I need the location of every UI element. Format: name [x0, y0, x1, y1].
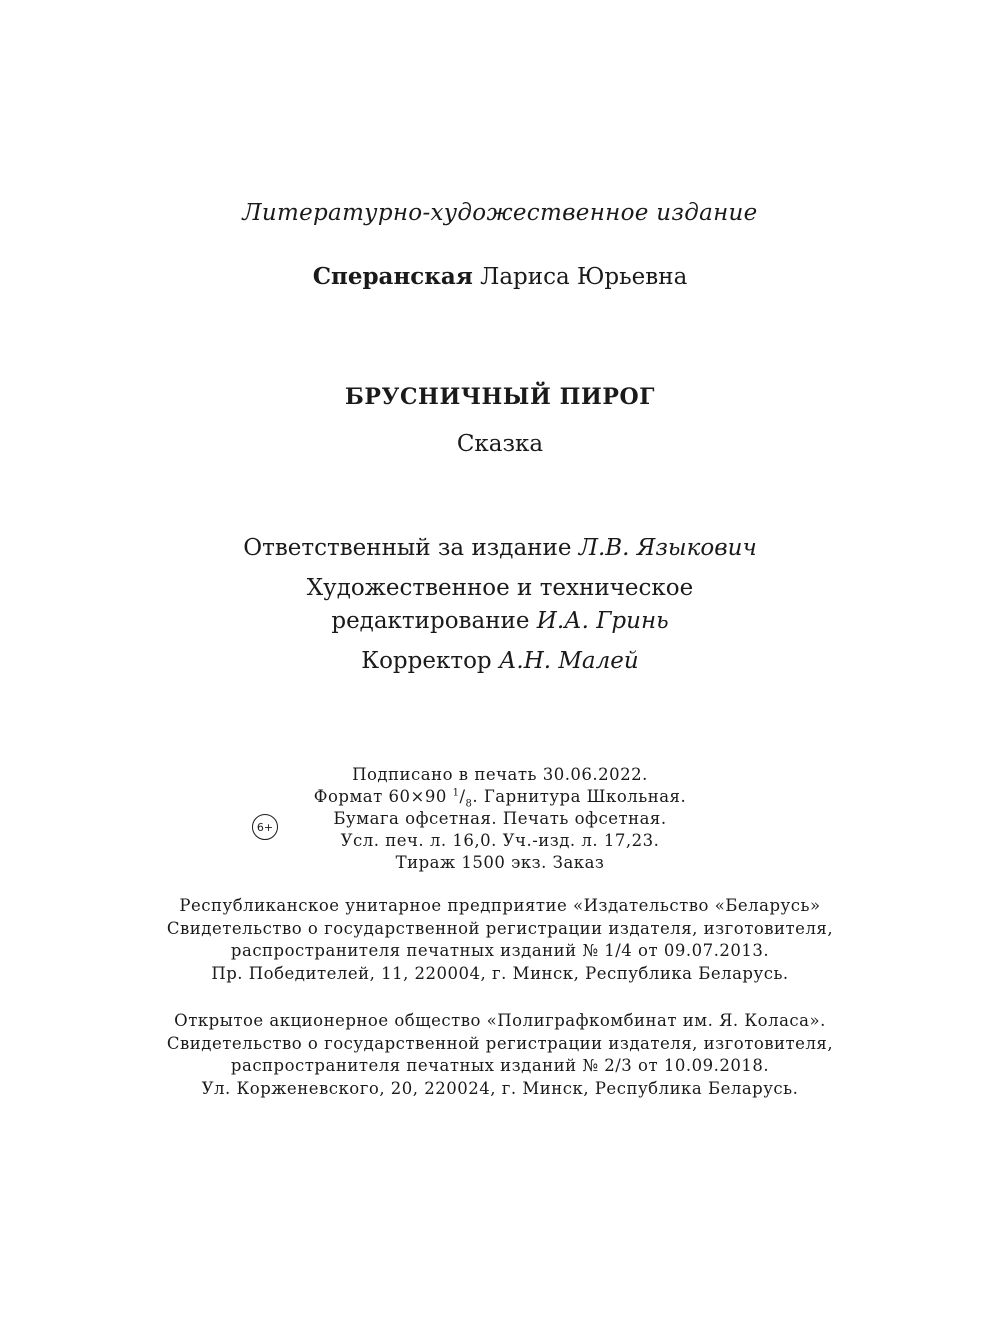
print-sheets: Усл. печ. л. 16,0. Уч.-изд. л. 17,23. [340, 831, 660, 850]
author-name [0, 263, 1000, 290]
publisher-line: Пр. Победителей, 11, 220004, г. Минск, Республика Беларусь. [211, 963, 789, 983]
credit-corrector-name: А.Н. Малей [498, 648, 639, 674]
credit-corrector [0, 645, 1000, 678]
print-format-denominator: 8 [465, 798, 473, 810]
credit-responsible-label: Ответственный за издание [243, 535, 572, 561]
credit-corrector-label: Корректор [361, 648, 492, 674]
credit-editing-name: И.А. Гринь [536, 608, 669, 634]
publisher-line: распространителя печатных изданий № 1/4 от 09.07.2013. [230, 941, 770, 960]
credit-editing [0, 605, 1000, 638]
book-title: БРУСНИЧНЫЙ ПИРОГ [344, 384, 656, 410]
credit-editing-line1: Художественное и техническое [306, 575, 694, 601]
author-given-names: Лариса Юрьевна [480, 264, 688, 290]
age-rating-badge: 6+ [252, 814, 278, 840]
print-format-numerator: 1 [452, 787, 460, 799]
print-format-prefix: Формат 60×90 [313, 787, 447, 806]
printer-line: Свидетельство о государственной регистрации издателя, изготовителя, [166, 1033, 834, 1053]
credit-responsible-name: Л.В. Языкович [578, 535, 757, 561]
print-signed: Подписано в печать 30.06.2022. [352, 765, 648, 784]
printer-line: Открытое акционерное общество «Полиграфкомбинат им. Я. Коласа». [174, 1011, 826, 1030]
credits-section [0, 532, 1000, 678]
printer-line: Ул. Корженевского, 20, 220024, г. Минск, Республика Беларусь. [201, 1078, 799, 1098]
book-subtitle: Сказка [456, 431, 544, 457]
credit-responsible [0, 532, 1000, 565]
printer-line: распространителя печатных изданий № 2/3 от 10.09.2018. [230, 1056, 770, 1075]
author-surname: Сперанская [312, 263, 473, 290]
publisher-line: Республиканское унитарное предприятие «Издательство «Беларусь» [179, 896, 821, 915]
print-run: Тираж 1500 экз. Заказ [395, 853, 605, 872]
credit-editing-label: редактирование [331, 608, 530, 634]
genre-label: Литературно-художественное издание [242, 200, 758, 226]
print-paper: Бумага офсетная. Печать офсетная. [333, 809, 667, 828]
publisher-line: Свидетельство о государственной регистрации издателя, изготовителя, [166, 918, 834, 938]
publisher-info [0, 895, 1000, 985]
print-info [0, 764, 1000, 874]
printer-info [0, 1010, 1000, 1100]
print-format: Формат 60×90 $^1/_8$. Гарнитура Школьная. [313, 787, 687, 810]
print-format-suffix: . Гарнитура Школьная. [472, 787, 687, 806]
